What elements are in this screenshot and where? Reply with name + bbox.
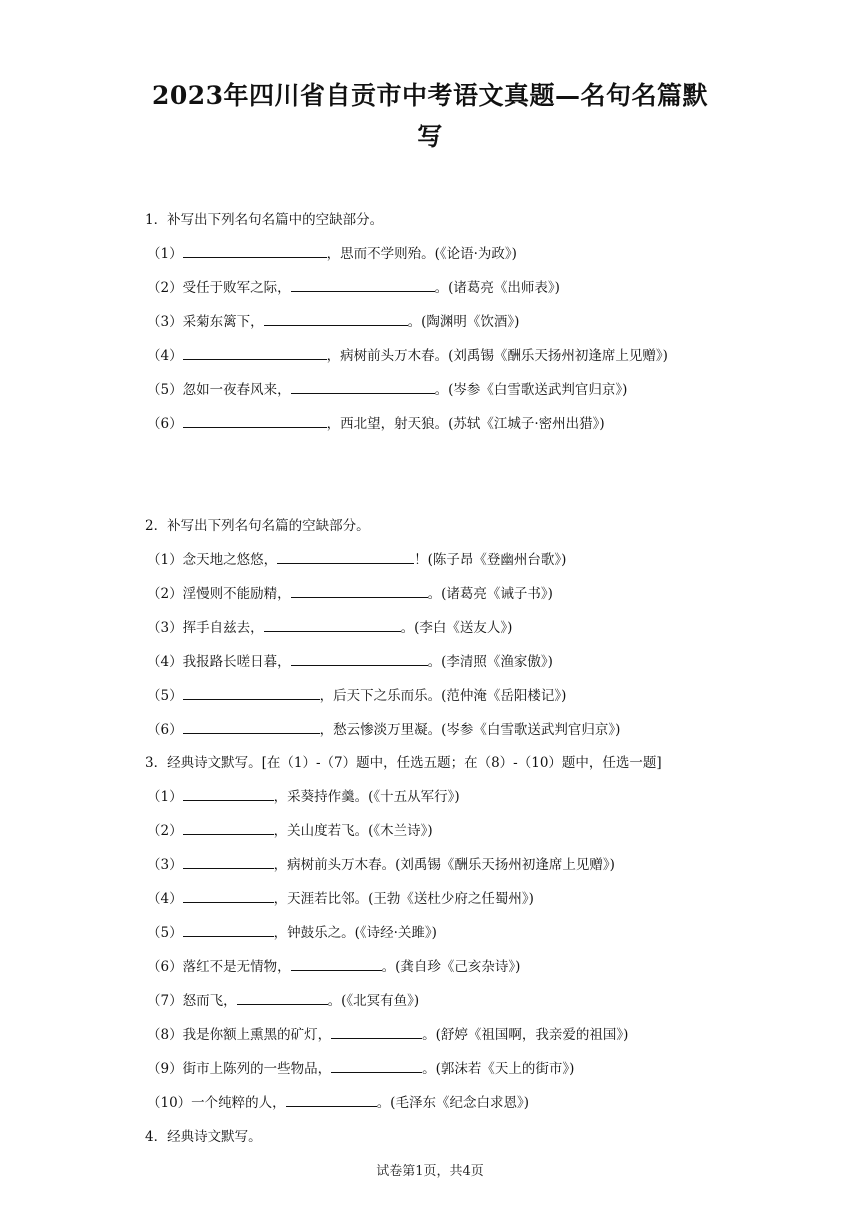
answer-blank[interactable] [183, 888, 274, 903]
q1-item-4 [147, 344, 668, 364]
q3-item-7-source: 。(《北冥有鱼》) [327, 993, 420, 1009]
q2-item-6-source: ，愁云惨淡万里凝。(岑参《白雪歌送武判官归京》) [319, 722, 621, 738]
q1-item-3-text: （3）采菊东篱下， [147, 314, 264, 330]
q2-item-2-source: 。(诸葛亮《诫子书》) [427, 586, 553, 602]
q3-item-10-source: 。(毛泽东《纪念白求恩》) [376, 1095, 529, 1111]
q2-item-3-text: （3）挥手自兹去， [147, 620, 264, 636]
q2-item-2-text: （2）淫慢则不能励精， [147, 586, 291, 602]
q3-item-6-text: （6）落红不是无情物， [147, 959, 291, 975]
q2-item-2 [147, 582, 553, 602]
answer-blank[interactable] [291, 583, 428, 598]
q3-item-1-source: ，采葵持作羹。(《十五从军行》) [273, 789, 460, 805]
answer-blank[interactable] [291, 277, 435, 292]
q3-item-7-text: （7）怒而飞， [147, 993, 237, 1009]
q1-item-2 [147, 276, 560, 296]
q1-item-3 [147, 310, 519, 330]
q1-item-1-source: ，思而不学则殆。(《论语·为政》) [326, 246, 517, 262]
q3-item-9 [147, 1057, 574, 1077]
q3-item-3-source: ，病树前头万木春。(刘禹锡《酬乐天扬州初逢席上见赠》) [273, 857, 615, 873]
q3-item-10 [147, 1091, 529, 1111]
page-title: 2023年四川省自贡市中考语文真题—名句名篇默 [151, 81, 709, 110]
q3-item-8-text: （8）我是你额上熏黑的矿灯， [147, 1027, 332, 1043]
q1-item-2-source: 。(诸葛亮《出师表》) [434, 280, 560, 296]
q1-item-6 [147, 412, 605, 432]
q1-item-5 [147, 378, 627, 398]
answer-blank[interactable] [183, 685, 320, 700]
answer-blank[interactable] [331, 1058, 422, 1073]
q2-item-5 [147, 684, 566, 704]
answer-blank[interactable] [277, 549, 414, 564]
question-4-prompt: 4．经典诗文默写。 [145, 1129, 262, 1145]
q1-item-1-text: （1） [147, 246, 183, 262]
q3-item-2-source: ，关山度若飞。(《木兰诗》) [273, 823, 433, 839]
q3-item-5 [147, 921, 437, 941]
q3-item-2 [147, 819, 433, 839]
q1-item-1 [147, 242, 517, 262]
q2-item-5-text: （5） [147, 688, 183, 704]
answer-blank[interactable] [183, 719, 320, 734]
answer-blank[interactable] [291, 379, 435, 394]
q3-item-3-text: （3） [147, 857, 183, 873]
answer-blank[interactable] [237, 990, 328, 1005]
q2-item-1 [147, 548, 566, 568]
answer-blank[interactable] [183, 922, 274, 937]
q1-item-5-text: （5）忽如一夜春风来， [147, 382, 291, 398]
answer-blank[interactable] [183, 786, 274, 801]
q3-item-7 [147, 989, 419, 1009]
answer-blank[interactable] [183, 413, 327, 428]
q1-item-2-text: （2）受任于败军之际， [147, 280, 291, 296]
q2-item-6 [147, 718, 620, 738]
answer-blank[interactable] [264, 617, 401, 632]
q2-item-5-source: ，后天下之乐而乐。(范仲淹《岳阳楼记》) [319, 688, 567, 704]
q1-item-4-source: ，病树前头万木春。(刘禹锡《酬乐天扬州初逢席上见赠》) [326, 348, 668, 364]
q3-item-8-source: 。(舒婷《祖国啊，我亲爱的祖国》) [422, 1027, 629, 1043]
q3-item-6-source: 。(龚自珍《己亥杂诗》) [381, 959, 521, 975]
answer-blank[interactable] [286, 1092, 377, 1107]
q3-item-1-text: （1） [147, 789, 183, 805]
answer-blank[interactable] [183, 854, 274, 869]
q2-item-4-source: 。(李清照《渔家傲》) [427, 654, 553, 670]
question-3-prompt: 3．经典诗文默写。[在（1）-（7）题中，任选五题；在（8）-（10）题中，任选一题] [145, 755, 662, 771]
q3-item-6 [147, 955, 520, 975]
answer-blank[interactable] [183, 345, 327, 360]
q3-item-1 [147, 785, 460, 805]
q2-item-4-text: （4）我报路长嗟日暮， [147, 654, 291, 670]
answer-blank[interactable] [183, 820, 274, 835]
q3-item-3 [147, 853, 615, 873]
answer-blank[interactable] [264, 311, 408, 326]
q3-item-5-text: （5） [147, 925, 183, 941]
q2-item-1-source: ！(陈子昂《登幽州台歌》) [414, 552, 567, 568]
q2-item-3 [147, 616, 512, 636]
q1-item-3-source: 。(陶渊明《饮酒》) [407, 314, 520, 330]
q3-item-2-text: （2） [147, 823, 183, 839]
q1-item-6-source: ，西北望，射天狼。(苏轼《江城子·密州出猎》) [326, 416, 605, 432]
q2-item-1-text: （1）念天地之悠悠， [147, 552, 278, 568]
question-2-prompt: 2．补写出下列名句名篇的空缺部分。 [145, 518, 370, 534]
page-title-continued: 写 [417, 122, 443, 151]
answer-blank[interactable] [183, 243, 327, 258]
answer-blank[interactable] [291, 956, 382, 971]
q3-item-5-source: ，钟鼓乐之。(《诗经·关雎》) [273, 925, 437, 941]
q2-item-6-text: （6） [147, 722, 183, 738]
q3-item-4-text: （4） [147, 891, 183, 907]
q3-item-10-text: （10）一个纯粹的人， [147, 1095, 286, 1111]
q3-item-9-source: 。(郭沫若《天上的街市》) [422, 1061, 575, 1077]
answer-blank[interactable] [331, 1024, 422, 1039]
q1-item-6-text: （6） [147, 416, 183, 432]
answer-blank[interactable] [291, 651, 428, 666]
q3-item-8 [147, 1023, 628, 1043]
q3-item-9-text: （9）街市上陈列的一些物品， [147, 1061, 332, 1077]
q3-item-4-source: ，天涯若比邻。(王勃《送杜少府之任蜀州》) [273, 891, 534, 907]
q3-item-4 [147, 887, 534, 907]
question-1-prompt: 1．补写出下列名句名篇中的空缺部分。 [145, 212, 384, 228]
q1-item-4-text: （4） [147, 348, 183, 364]
q2-item-3-source: 。(李白《送友人》) [400, 620, 513, 636]
page-footer: 试卷第1页，共4页 [376, 1164, 484, 1179]
q1-item-5-source: 。(岑参《白雪歌送武判官归京》) [434, 382, 628, 398]
q2-item-4 [147, 650, 553, 670]
